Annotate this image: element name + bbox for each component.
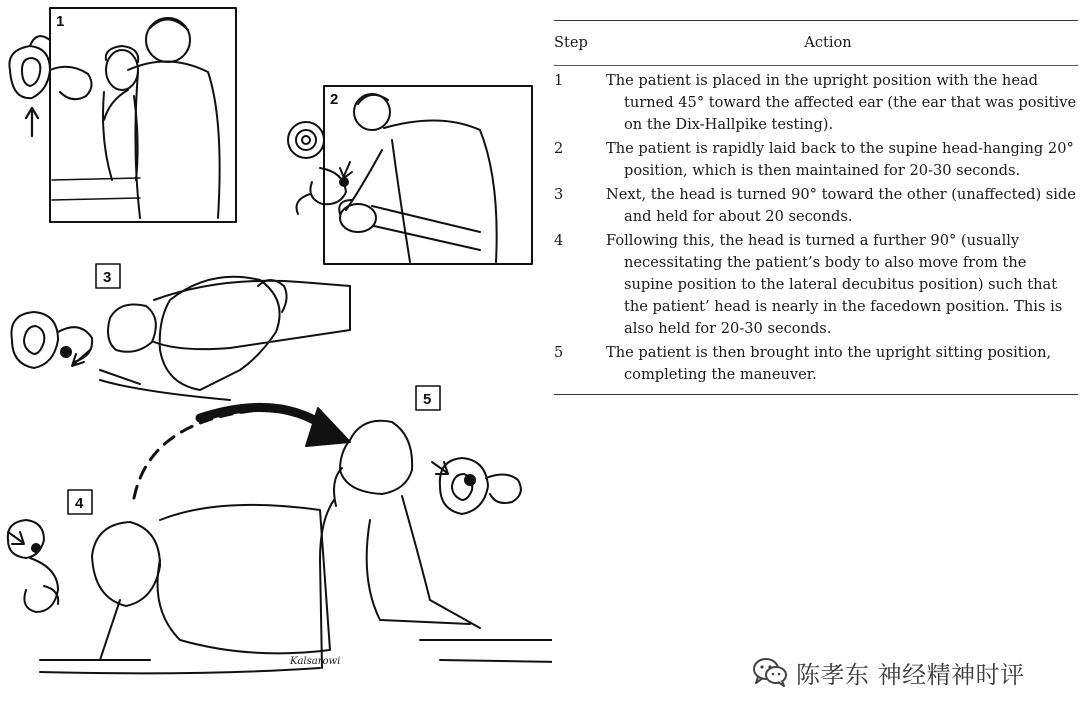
table-header: [554, 21, 1078, 65]
arrow-icon: [340, 162, 352, 178]
table-bottom-rule: [554, 394, 1078, 395]
inner-ear-diagram-5: [440, 458, 521, 514]
table-row: [554, 138, 1078, 182]
doctor-figure-3: [160, 277, 287, 390]
panel-1-frame: [50, 8, 236, 222]
table-body: [554, 66, 1078, 394]
patient-figure-5: [320, 421, 552, 668]
patient-figure-1: [103, 46, 138, 180]
panel-4-label: 4: [75, 495, 84, 512]
artist-signature: Kalsarowi: [290, 656, 341, 667]
inner-ear-diagram-4: [8, 520, 58, 612]
header-action: Action: [804, 34, 852, 51]
arrow-icon: [432, 462, 448, 474]
steps-table: [554, 20, 1078, 395]
transition-arrow: [134, 407, 350, 498]
header-step: Step: [554, 34, 588, 51]
patient-figure-2: [339, 200, 480, 250]
panel-2: [288, 86, 532, 264]
row-step: 5: [554, 344, 564, 361]
arrow-icon: [26, 108, 38, 136]
arrow-icon: [8, 532, 24, 544]
watermark-text: 陈孝东 神经精神时评: [796, 660, 1025, 689]
row-action: The patient is rapidly laid back to the supine head-hanging 20° position, which is then maintained for 20-30 seconds.: [606, 140, 1074, 179]
row-step: 4: [554, 232, 564, 249]
row-action: The patient is placed in the upright position with the head turned 45° toward the affected ear (the ear that was positive on the Dix-Hallpike testing).: [606, 72, 1077, 133]
panel-5-label: 5: [423, 391, 432, 408]
row-action: The patient is then brought into the upright sitting position, completing the maneuver.: [606, 344, 1052, 383]
epley-maneuver-illustration: [0, 0, 552, 680]
table-row: [554, 184, 1078, 228]
doctor-figure-1: [104, 18, 220, 218]
panel-1: [9, 8, 236, 222]
panel-1-label: 1: [56, 13, 65, 30]
table-row: [554, 342, 1078, 386]
arrow-icon: [72, 350, 90, 366]
wechat-icon: [752, 657, 788, 687]
table-row: [554, 230, 1078, 340]
watermark: [752, 654, 1025, 690]
patient-figure-4: [40, 505, 330, 673]
panel-4: [8, 490, 330, 673]
row-step: 2: [554, 140, 564, 157]
panel-3-label: 3: [103, 269, 112, 286]
panel-2-label: 2: [330, 91, 339, 108]
row-step: 1: [554, 72, 564, 89]
panel-3: [11, 264, 350, 400]
row-action: Following this, the head is turned a further 90° (usually necessitating the patient’s body to also move from the supine position to the lateral decubitus position) such that the patient’ head is nearly in the facedown position. This is also held for 20-30 seconds.: [606, 232, 1063, 337]
row-step: 3: [554, 186, 564, 203]
patient-figure-3: [100, 281, 350, 400]
table-row: [554, 70, 1078, 136]
row-action: Next, the head is turned 90° toward the other (unaffected) side and held for about 20 seconds.: [606, 186, 1076, 225]
